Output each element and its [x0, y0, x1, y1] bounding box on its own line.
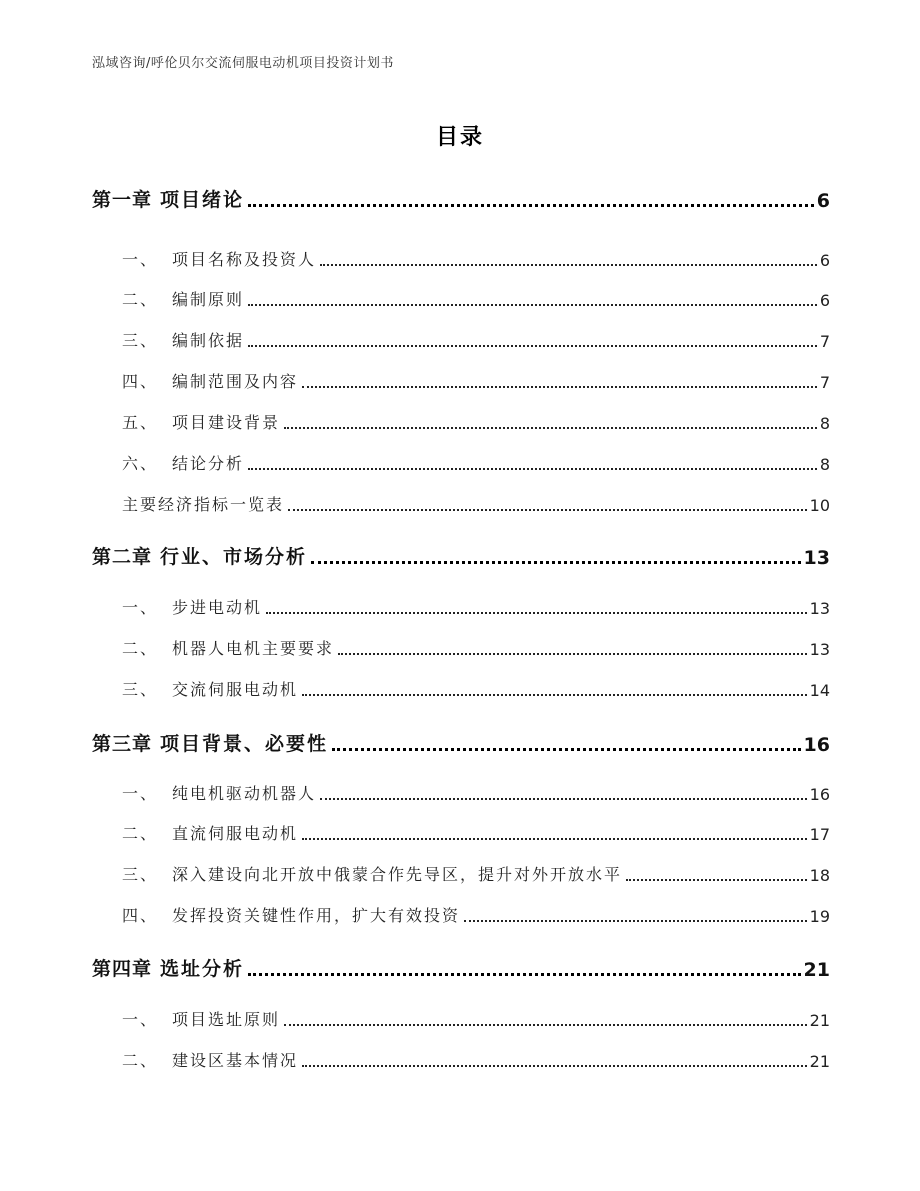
toc-section-entry[interactable]: [92, 411, 830, 433]
dot-leader: [248, 204, 814, 207]
toc-page-number: 13: [809, 640, 830, 659]
toc-page-number: 13: [809, 599, 830, 618]
toc-entry-number: 二、: [122, 1051, 159, 1070]
toc-section-entry[interactable]: [92, 370, 830, 392]
toc-entry-number: 二、: [122, 639, 159, 658]
toc-section-entry[interactable]: [92, 637, 830, 659]
dot-leader: [302, 386, 817, 388]
toc-section-entry[interactable]: [92, 1008, 830, 1030]
toc-entry-title: 编制范围及内容: [172, 372, 299, 391]
toc-entry-title: 发挥投资关键性作用，扩大有效投资: [172, 906, 461, 925]
toc-entry-number: 四、: [122, 372, 159, 391]
toc-page-number: 17: [809, 825, 830, 844]
toc-page-number: 13: [803, 547, 830, 569]
toc-page-number: 6: [816, 190, 830, 212]
dot-leader: [284, 427, 817, 429]
toc-chapter-entry[interactable]: [92, 543, 830, 569]
toc-entry-title: 选址分析: [160, 958, 245, 980]
toc-chapter-entry[interactable]: [92, 730, 830, 756]
toc-entry-title: 主要经济指标一览表: [122, 495, 285, 514]
toc-entry-number: 第二章: [92, 546, 153, 568]
toc-page-number: 21: [803, 959, 830, 981]
dot-leader: [248, 304, 817, 306]
toc-entry-number: 第一章: [92, 189, 153, 211]
dot-leader: [464, 920, 807, 922]
toc-section-entry[interactable]: [92, 452, 830, 474]
dot-leader: [302, 838, 807, 840]
dot-leader: [311, 561, 801, 564]
toc-entry-number: 四、: [122, 906, 159, 925]
toc-entry-title: 项目绪论: [160, 189, 245, 211]
toc-entry-title: 建设区基本情况: [172, 1051, 299, 1070]
toc-entry-title: 深入建设向北开放中俄蒙合作先导区，提升对外开放水平: [172, 865, 623, 884]
toc-entry-title: 编制依据: [172, 331, 245, 350]
toc-chapter-entry[interactable]: [92, 186, 830, 212]
dot-leader: [320, 798, 807, 800]
dot-leader: [626, 879, 807, 881]
toc-page-number: 16: [803, 734, 830, 756]
toc-entry-number: 一、: [122, 784, 159, 803]
toc-page-number: 21: [809, 1052, 830, 1071]
toc-section-entry[interactable]: [92, 329, 830, 351]
dot-leader: [332, 748, 801, 751]
toc-entry-title: 项目名称及投资人: [172, 250, 317, 269]
toc-section-entry[interactable]: [92, 678, 830, 700]
toc-entry-title: 项目选址原则: [172, 1010, 281, 1029]
toc-page-number: 14: [809, 681, 830, 700]
toc-entry-title: 行业、市场分析: [160, 546, 308, 568]
toc-entry-title: 编制原则: [172, 290, 245, 309]
toc-page-number: 8: [819, 414, 830, 433]
toc-section-entry[interactable]: [92, 1049, 830, 1071]
toc-entry-number: 一、: [122, 1010, 159, 1029]
toc-section-entry[interactable]: [92, 596, 830, 618]
dot-leader: [248, 345, 817, 347]
toc-section-entry[interactable]: [92, 904, 830, 926]
toc-page-number: 16: [809, 785, 830, 804]
dot-leader: [288, 509, 807, 511]
toc-entry-title: 项目背景、必要性: [160, 733, 329, 755]
toc-entry-title: 机器人电机主要要求: [172, 639, 335, 658]
toc-section-entry[interactable]: [92, 288, 830, 310]
toc-entry-number: 三、: [122, 331, 159, 350]
toc-entry-number: 二、: [122, 824, 159, 843]
toc-section-entry[interactable]: [92, 782, 830, 804]
toc-entry-number: 第三章: [92, 733, 153, 755]
toc-entry-number: 六、: [122, 454, 159, 473]
toc-entry-title: 项目建设背景: [172, 413, 281, 432]
toc-page-number: 6: [819, 251, 830, 270]
toc-page-number: 8: [819, 455, 830, 474]
toc-page-number: 18: [809, 866, 830, 885]
toc-entry-title: 步进电动机: [172, 598, 263, 617]
dot-leader: [284, 1024, 807, 1026]
page-title: 目录: [435, 125, 484, 150]
dot-leader: [338, 653, 807, 655]
toc-entry-number: 二、: [122, 290, 159, 309]
toc-entry-number: 一、: [122, 250, 159, 269]
running-header: 泓域咨询/呼伦贝尔交流伺服电动机项目投资计划书: [92, 56, 394, 71]
toc-entry-title: 交流伺服电动机: [172, 680, 299, 699]
toc-section-entry[interactable]: [92, 822, 830, 844]
dot-leader: [248, 973, 801, 976]
toc-entry-number: 五、: [122, 413, 159, 432]
toc-section-entry[interactable]: [92, 493, 830, 515]
dot-leader: [302, 694, 807, 696]
toc-section-entry[interactable]: [92, 248, 830, 270]
toc-page-number: 7: [819, 332, 830, 351]
toc-page-number: 10: [809, 496, 830, 515]
toc-entry-number: 第四章: [92, 958, 153, 980]
toc-page-number: 19: [809, 907, 830, 926]
table-of-contents: [92, 0, 830, 1191]
toc-page-number: 21: [809, 1011, 830, 1030]
toc-page-number: 6: [819, 291, 830, 310]
toc-section-entry[interactable]: [92, 863, 830, 885]
toc-page-number: 7: [819, 373, 830, 392]
toc-entry-title: 纯电机驱动机器人: [172, 784, 317, 803]
toc-entry-title: 直流伺服电动机: [172, 824, 299, 843]
dot-leader: [302, 1065, 807, 1067]
toc-entry-number: 一、: [122, 598, 159, 617]
dot-leader: [266, 612, 807, 614]
toc-entry-number: 三、: [122, 680, 159, 699]
toc-entry-number: 三、: [122, 865, 159, 884]
toc-entry-title: 结论分析: [172, 454, 245, 473]
dot-leader: [248, 468, 817, 470]
toc-chapter-entry[interactable]: [92, 955, 830, 981]
dot-leader: [320, 264, 817, 266]
